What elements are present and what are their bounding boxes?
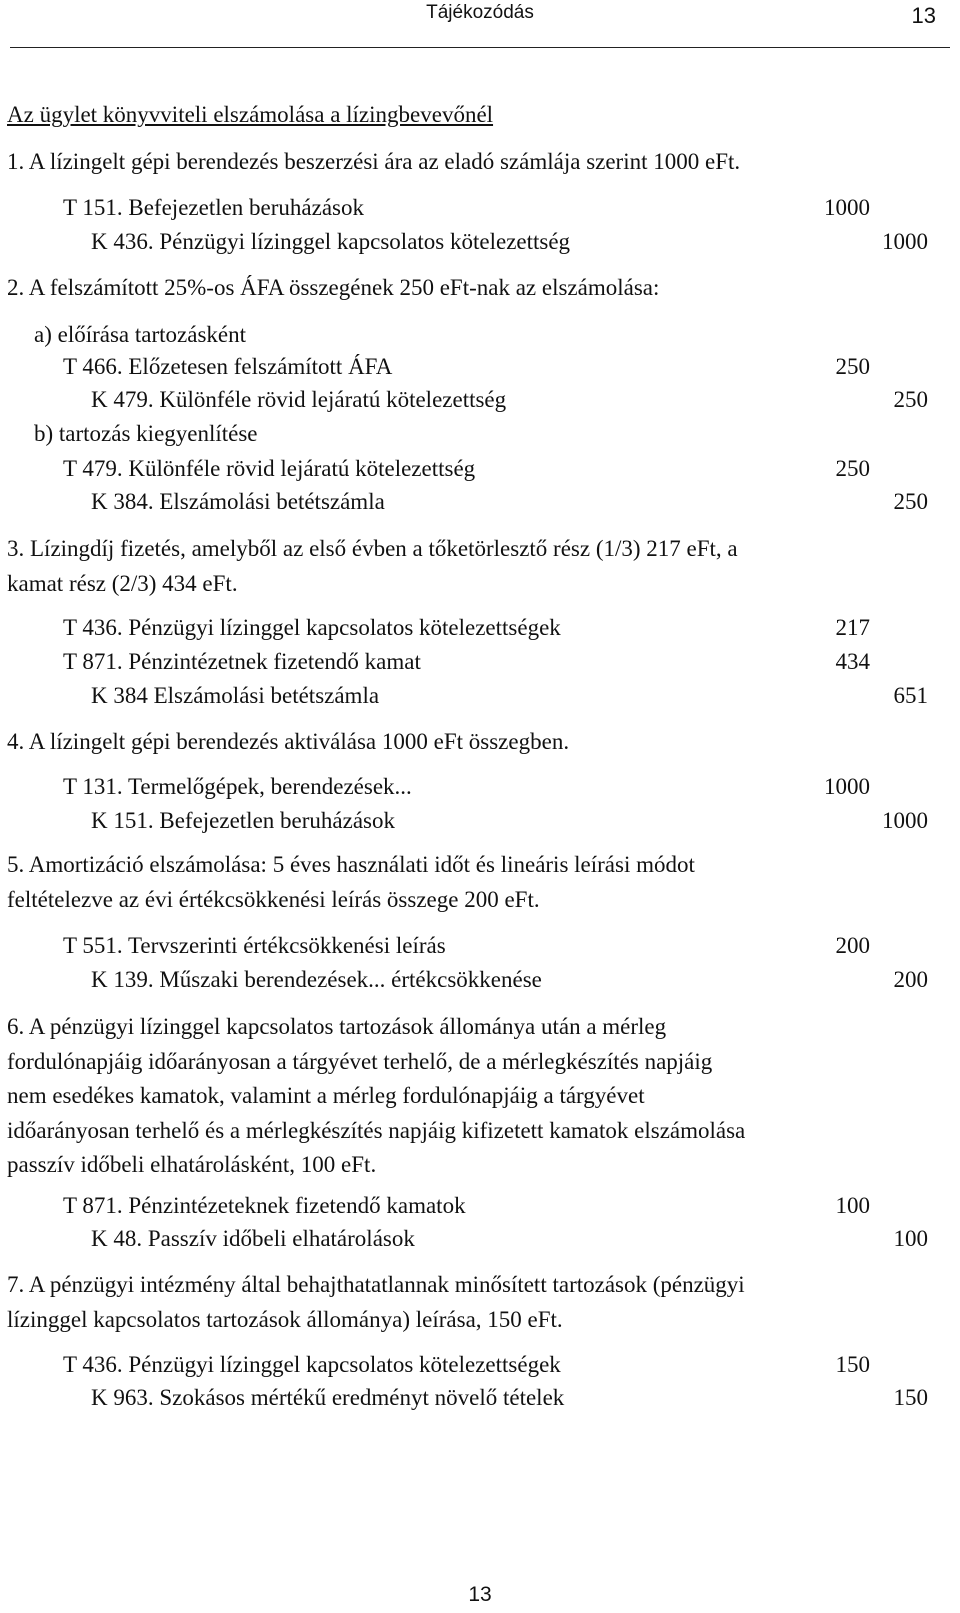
- footer-page-number: 13: [468, 1583, 492, 1606]
- item3-credit-label: K 384 Elszámolási betétszámla: [91, 683, 380, 708]
- item7-credit-label: K 963. Szokásos mértékű eredményt növelő tételek: [91, 1385, 565, 1410]
- item3-debit2-label: T 871. Pénzintézetnek fizetendő kamat: [63, 649, 421, 674]
- item3-debit2-amount: 434: [835, 649, 870, 674]
- item5-credit-label: K 139. Műszaki berendezések... értékcsökkenése: [91, 967, 542, 992]
- item6-line-4: időarányosan terhelő és a mérlegkészítés napjáig kifizetett kamatok elszámolása: [7, 1117, 746, 1143]
- item5-line-1: 5. Amortizáció elszámolása: 5 éves használati időt és lineáris leírási módot: [7, 852, 695, 877]
- item2-text: 2. A felszámított 25%-os ÁFA összegének 250 eFt-nak az elszámolása:: [7, 275, 660, 300]
- item2-a-debit-label: T 466. Előzetesen felszámított ÁFA: [63, 354, 393, 379]
- item2-a-credit-label: K 479. Különféle rövid lejáratú kötelezettség: [91, 387, 507, 412]
- item3-line-2: kamat rész (2/3) 434 eFt.: [7, 570, 238, 596]
- header-title: Tájékozódás: [426, 2, 534, 23]
- item3-line-1: 3. Lízingdíj fizetés, amelyből az első évben a tőketörlesztő rész (1/3) 217 eFt, a: [7, 536, 738, 561]
- item6-paragraph: [7, 1010, 929, 1183]
- item5-credit-amount: 200: [893, 967, 928, 992]
- item1-debit-amount: 1000: [824, 195, 870, 220]
- item6-credit-label: K 48. Passzív időbeli elhatárolások: [91, 1226, 415, 1251]
- item4-credit-amount: 1000: [882, 808, 928, 833]
- header-rule: [10, 47, 950, 48]
- item5-debit-label: T 551. Tervszerinti értékcsökkenési leírás: [63, 933, 446, 958]
- item4-credit-label: K 151. Befejezetlen beruházások: [91, 808, 395, 833]
- item6-line-2: fordulónapjáig időarányosan a tárgyévet terhelő, de a mérlegkészítés napjáig: [7, 1048, 713, 1074]
- item2-b-credit-label: K 384. Elszámolási betétszámla: [91, 489, 385, 514]
- item2-a-debit-amount: 250: [835, 354, 870, 379]
- item6-line-5: passzív időbeli elhatárolásként, 100 eFt.: [7, 1152, 377, 1177]
- item1-credit-label: K 436. Pénzügyi lízinggel kapcsolatos kötelezettség: [91, 229, 571, 254]
- item3-credit-amount: 651: [893, 683, 928, 708]
- item7-paragraph: [7, 1268, 929, 1337]
- item4-debit-amount: 1000: [824, 774, 870, 799]
- item2-sub-a: a) előírása tartozásként: [34, 322, 246, 347]
- item4-debit-label: T 131. Termelőgépek, berendezések...: [63, 774, 412, 799]
- item7-line-1: 7. A pénzügyi intézmény által behajthatatlannak minősített tartozások (pénzügyi: [7, 1272, 745, 1297]
- item2-sub-b: b) tartozás kiegyenlítése: [34, 421, 258, 446]
- item1-text: 1. A lízingelt gépi berendezés beszerzési ára az eladó számlája szerint 1000 eFt.: [7, 149, 741, 174]
- item3-paragraph: [7, 532, 929, 601]
- section-heading: Az ügylet könyvviteli elszámolása a lízingbevevőnél: [7, 102, 494, 127]
- item6-debit-label: T 871. Pénzintézeteknek fizetendő kamatok: [63, 1193, 466, 1218]
- item7-credit-amount: 150: [893, 1385, 928, 1410]
- item1-debit-label: T 151. Befejezetlen beruházások: [63, 195, 364, 220]
- item7-debit-label: T 436. Pénzügyi lízinggel kapcsolatos kötelezettségek: [63, 1352, 561, 1377]
- item3-debit1-amount: 217: [835, 615, 870, 640]
- item5-paragraph: [7, 848, 929, 917]
- item5-line-2: feltételezve az évi értékcsökkenési leírás összege 200 eFt.: [7, 886, 540, 912]
- item7-debit-amount: 150: [835, 1352, 870, 1377]
- header-page-number: 13: [911, 3, 936, 28]
- item4-text: 4. A lízingelt gépi berendezés aktiválása 1000 eFt összegben.: [7, 729, 570, 754]
- item6-credit-amount: 100: [893, 1226, 928, 1251]
- item5-debit-amount: 200: [835, 933, 870, 958]
- item6-debit-amount: 100: [835, 1193, 870, 1218]
- item2-b-debit-amount: 250: [835, 456, 870, 481]
- item3-debit1-label: T 436. Pénzügyi lízinggel kapcsolatos kötelezettségek: [63, 615, 561, 640]
- item6-line-3: nem esedékes kamatok, valamint a mérleg fordulónapjáig a tárgyévet: [7, 1083, 645, 1108]
- item2-a-credit-amount: 250: [893, 387, 928, 412]
- item2-b-debit-label: T 479. Különféle rövid lejáratú kötelezettség: [63, 456, 476, 481]
- item6-line-1: 6. A pénzügyi lízinggel kapcsolatos tartozások állománya után a mérleg: [7, 1014, 667, 1039]
- item2-b-credit-amount: 250: [893, 489, 928, 514]
- item7-line-2: lízinggel kapcsolatos tartozások állománya) leírása, 150 eFt.: [7, 1306, 563, 1332]
- item1-credit-amount: 1000: [882, 229, 928, 254]
